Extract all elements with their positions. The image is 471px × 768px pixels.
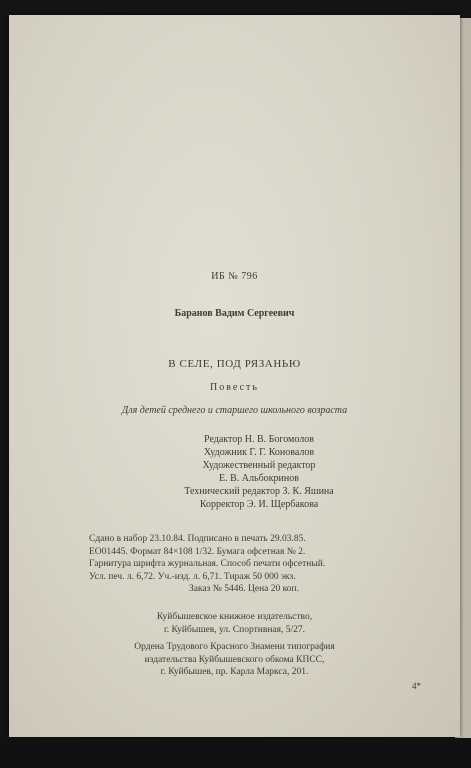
- ib-number: ИБ № 796: [211, 271, 258, 282]
- publisher-block: [9, 611, 460, 636]
- pub-line: Гарнитура шрифта журнальная. Способ печати офсетный.: [89, 559, 326, 569]
- pub-line: Сдано в набор 23.10.84. Подписано в печать 29.03.85.: [89, 534, 306, 544]
- credit-line: Редактор Н. В. Богомолов: [204, 434, 314, 445]
- pub-line: Усл. печ. л. 6,72. Уч.-изд. л. 6,71. Тираж 50 000 экз.: [89, 571, 296, 582]
- publisher-line: Куйбышевское книжное издательство,: [156, 612, 313, 622]
- credit-line: Е. В. Альбокринов: [219, 473, 299, 484]
- book-genre: Повесть: [210, 382, 259, 393]
- credits-block: [159, 433, 359, 511]
- publication-info: [89, 533, 399, 596]
- book-title: В СЕЛЕ, ПОД РЯЗАНЬЮ: [168, 358, 301, 370]
- pub-line: Заказ № 5446. Цена 20 коп.: [189, 584, 299, 594]
- background-surface: [0, 738, 471, 768]
- pub-line: ЕО01445. Формат 84×108 1/32. Бумага офсетная № 2.: [89, 546, 306, 557]
- printer-line: г. Куйбышев, пр. Карла Маркса, 201.: [160, 667, 309, 677]
- printer-line: Ордена Трудового Красного Знамени типография: [134, 642, 335, 652]
- book-page: [9, 15, 460, 737]
- audience-note: Для детей среднего и старшего школьного возраста: [121, 405, 348, 416]
- credit-line: Корректор Э. И. Щербакова: [199, 499, 319, 510]
- publisher-line: г. Куйбышев, ул. Спортивная, 5/27.: [163, 624, 306, 635]
- credit-line: Технический редактор З. К. Яшина: [184, 486, 334, 497]
- printer-line: издательства Куйбышевского обкома КПСС,: [144, 654, 325, 665]
- credit-line: Художник Г. Г. Коновалов: [203, 447, 315, 458]
- signature-mark: 4*: [412, 681, 421, 691]
- credit-line: Художественный редактор: [202, 460, 316, 471]
- printer-block: [9, 641, 460, 679]
- author-name: Баранов Вадим Сергеевич: [174, 308, 295, 319]
